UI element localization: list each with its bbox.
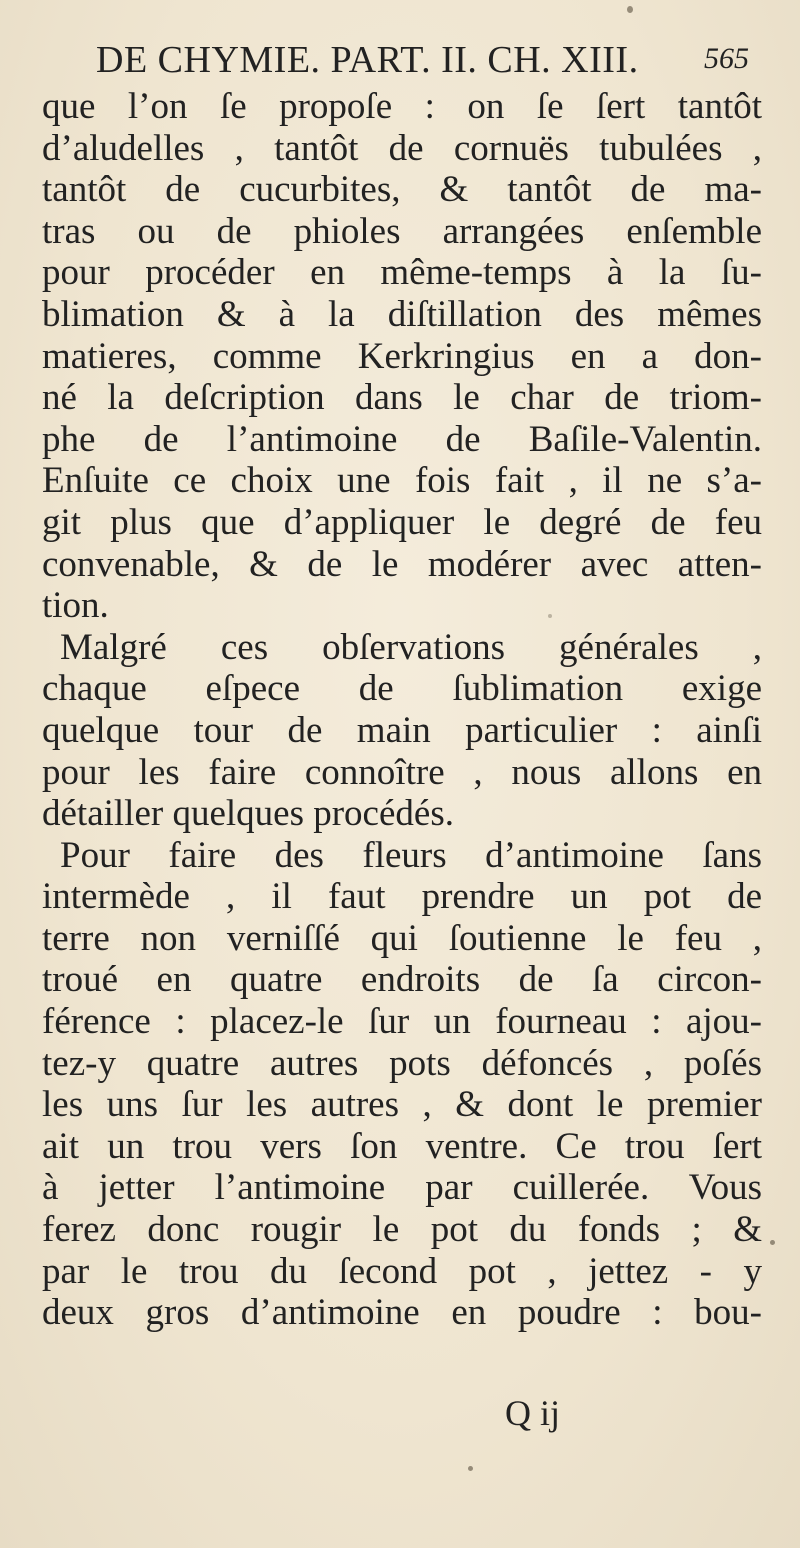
text-line: phe de l’antimoine de Baſile-Valentin. <box>42 418 762 460</box>
text-line: chaque eſpece de ſublimation exige <box>42 668 762 710</box>
page-number: 565 <box>704 42 749 75</box>
text-line: matieres, comme Kerkringius en a don- <box>42 335 762 377</box>
signature-mark: Q ij <box>505 1393 561 1433</box>
ink-speck <box>627 6 633 13</box>
text-line: par le trou du ſecond pot , jettez - y <box>42 1250 762 1292</box>
text-line: les uns ſur les autres , & dont le premier <box>42 1084 762 1126</box>
text-line: terre non verniſſé qui ſoutienne le feu , <box>42 917 762 959</box>
ink-speck <box>770 1240 775 1245</box>
text-line: ferez donc rougir le pot du fonds ; & <box>42 1209 762 1251</box>
body-text <box>42 86 762 1334</box>
running-title: DE CHYMIE. PART. II. CH. XIII. <box>96 39 639 81</box>
text-line: convenable, & de le modérer avec atten- <box>42 543 762 585</box>
text-line: pour les faire connoître , nous allons en <box>42 751 762 793</box>
text-line: ait un trou vers ſon ventre. Ce trou ſert <box>42 1125 762 1167</box>
text-line: tras ou de phioles arrangées enſemble <box>42 210 762 252</box>
text-line: que l’on ſe propoſe : on ſe ſert tantôt <box>42 86 762 127</box>
text-line: deux gros d’antimoine en poudre : bou- <box>42 1292 762 1334</box>
text-line: pour procéder en même-temps à la ſu- <box>42 252 762 294</box>
text-line: né la deſcription dans le char de triom- <box>42 377 762 419</box>
text-line: blimation & à la diſtillation des mêmes <box>42 293 762 335</box>
text-line: détailler quelques procédés. <box>42 793 454 835</box>
running-header <box>0 38 800 88</box>
ink-speck <box>468 1466 473 1471</box>
text-line: Malgré ces obſervations générales , <box>60 626 762 668</box>
text-line: d’aludelles , tantôt de cornuës tubulées , <box>42 127 762 169</box>
text-line: Enſuite ce choix une fois fait , il ne s’a- <box>42 460 762 502</box>
text-line: Pour faire des fleurs d’antimoine ſans <box>60 834 762 876</box>
text-line: à jetter l’antimoine par cuillerée. Vous <box>42 1167 762 1209</box>
text-line: troué en quatre endroits de ſa circon- <box>42 959 762 1001</box>
text-line: quelque tour de main particulier : ainſi <box>42 709 762 751</box>
text-line: git plus que d’appliquer le degré de feu <box>42 501 762 543</box>
text-line: intermède , il faut prendre un pot de <box>42 876 762 918</box>
text-line: tantôt de cucurbites, & tantôt de ma- <box>42 169 762 211</box>
text-line: tion. <box>42 585 109 627</box>
text-line: tez-y quatre autres pots défoncés , poſés <box>42 1042 762 1084</box>
text-line: férence : placez-le ſur un fourneau : ajou- <box>42 1001 762 1043</box>
ink-speck <box>548 614 552 618</box>
